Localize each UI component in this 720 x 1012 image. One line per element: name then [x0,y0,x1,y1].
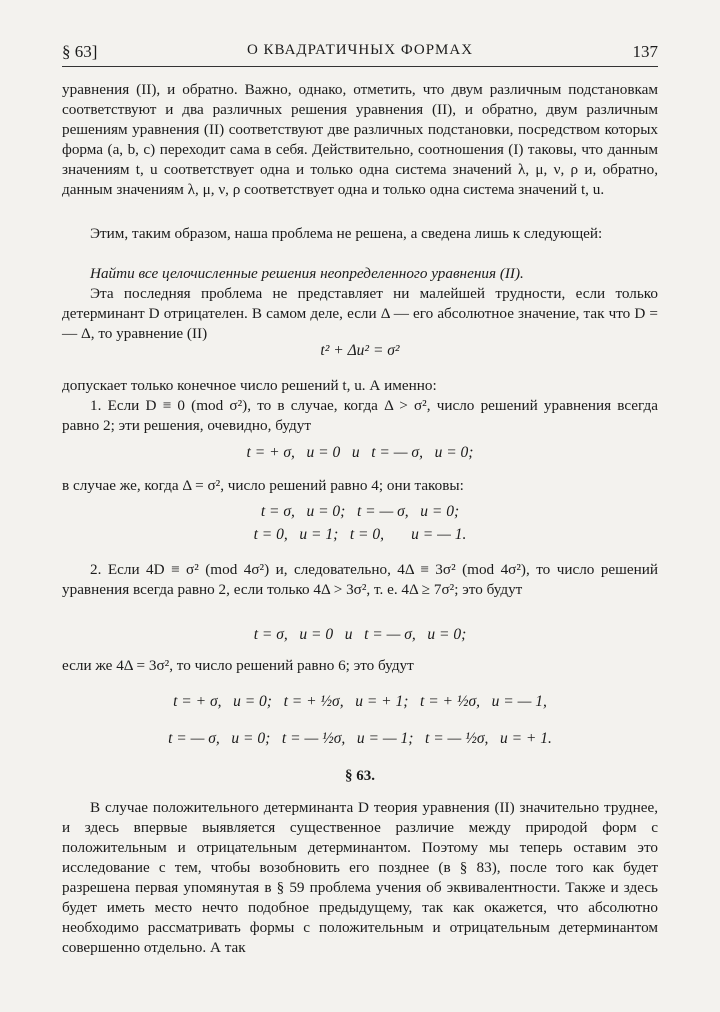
formula-7: t = — σ, u = 0; t = — ½σ, u = — 1; t = — ½σ, u = + 1. [168,730,552,747]
header-section: § 63] [62,42,98,61]
formula-2: t = + σ, u = 0 и t = — σ, u = 0; [246,444,474,461]
header-rule [62,66,658,67]
paragraph-8: 2. Если 4D ≡ σ² (mod 4σ²) и, следовательно, 4Δ ≡ 3σ² (mod 4σ²), то число решений уравнения всегда равно 2, если только 4Δ > 3σ², т. е. 4Δ ≥ 7σ²; это будут [62,561,658,598]
paragraph-10: В случае положительного детерминанта D теория уравнения (II) значительно труднее, и здесь впервые выявляется существенное различие между природой форм с положительным и отрицательным детерминантом. Поэтому мы теперь оставим это исследование с тем, чтобы возобновить его позднее (в § 83), после того как будет разрешена первая упомянутая в § 59 проблема учения об эквивалентности. Также и здесь будет иметь место нечто подобное предыдущему, так как окажется, что абсолютно необходимо рассматривать формы с положительным и отрицательным детерминантом совершенно отдельно. А так [62,799,658,956]
paragraph-9: если же 4Δ = 3σ², то число решений равно 6; это будут [62,657,414,674]
paragraph-3: Найти все целочисленные решения неопределенного уравнения (II). [90,265,524,282]
running-header [62,40,658,66]
formula-1: t² + Δu² = σ² [320,342,400,359]
paragraph-5: допускает только конечное число решений t, u. А именно: [62,377,437,394]
paragraph-7: в случае же, когда Δ = σ², число решений равно 4; они таковы: [62,477,464,494]
section-heading: § 63. [345,768,375,784]
paragraph-1: уравнения (II), и обратно. Важно, однако, отметить, что двум различным подстановкам соответствуют и два различных решения уравнения (II), и обратно, двум различным решениям уравнения (II) соответствуют две различных подстановки, посредством которых форма (a, b, c) переходит сама в себя. Действительно, соотношения (I) таковы, что данным значениям t, u соответствует одна и только одна система значений λ, μ, ν, ρ и, обратно, данным значениям λ, μ, ν, ρ соответствует одна и только одна система значений t, u. [62,81,658,198]
paragraph-4: Эта последняя проблема не представляет ни малейшей трудности, если только детерминант D отрицателен. В самом деле, если Δ — его абсолютное значение, так что D = — Δ, то уравнение (II) [62,285,658,342]
formula-3: t = σ, u = 0; t = — σ, u = 0; [260,503,460,520]
formula-6: t = + σ, u = 0; t = + ½σ, u = + 1; t = + ½σ, u = — 1, [173,693,547,710]
paragraph-2: Этим, таким образом, наша проблема не решена, а сведена лишь к следующей: [90,225,603,242]
header-title: О КВАДРАТИЧНЫХ ФОРМАХ [246,42,474,58]
page-number: 137 [632,42,658,61]
formula-5: t = σ, u = 0 и t = — σ, u = 0; [253,626,467,643]
paragraph-6: 1. Если D ≡ 0 (mod σ²), то в случае, когда Δ > σ², число решений уравнения всегда равно 2; эти решения, очевидно, будут [62,397,658,434]
formula-4: t = 0, u = 1; t = 0, u = — 1. [253,526,467,543]
